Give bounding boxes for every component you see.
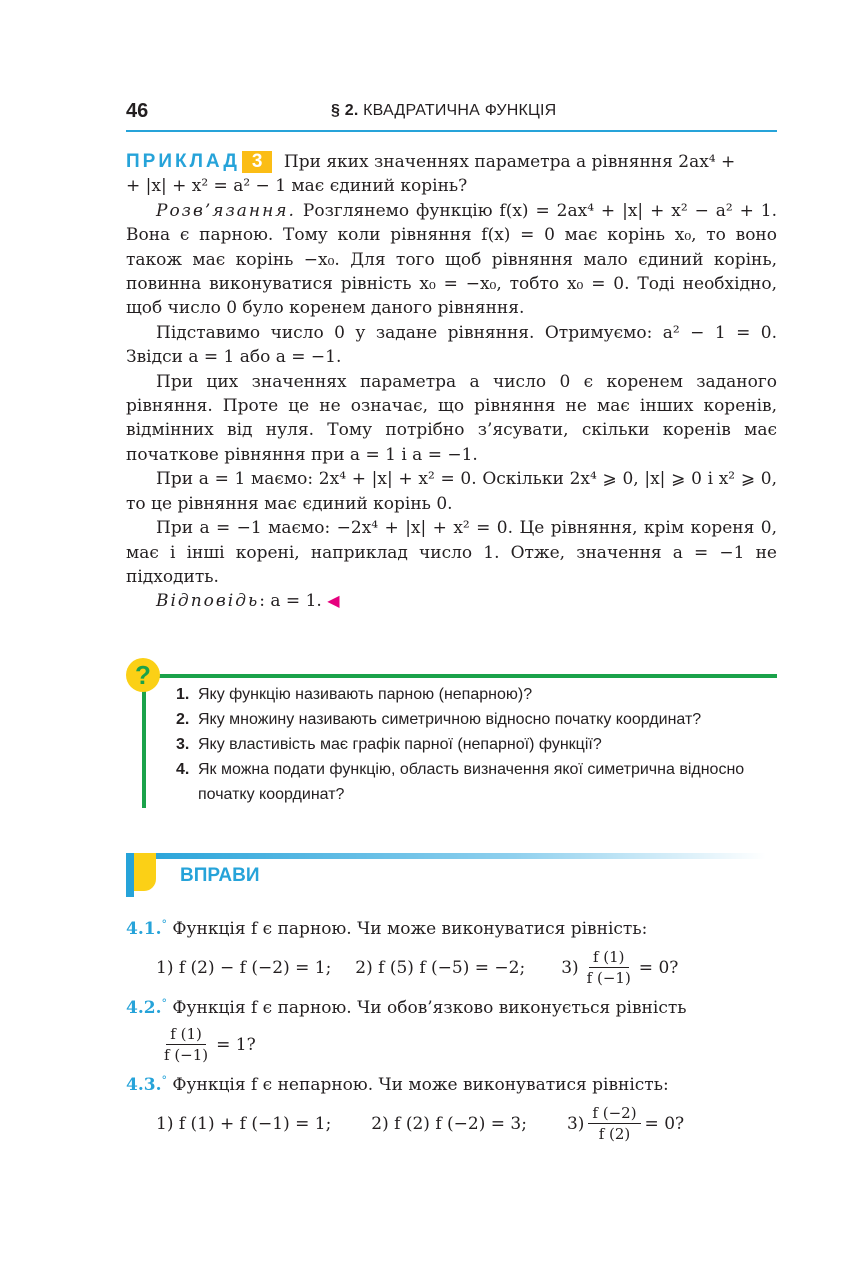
exercise-4-2-fraction-line xyxy=(126,1024,777,1065)
exercise-text: Функція f є парною. Чи може виконуватися рівність: xyxy=(172,919,648,939)
page-number: 46 xyxy=(126,100,149,122)
difficulty-degree-icon: ° xyxy=(161,918,167,931)
solution-paragraph-2: Підставимо число 0 у задане рівняння. Отримуємо: a² − 1 = 0. Звідси a = 1 або a = −1. xyxy=(126,322,777,368)
example-statement xyxy=(126,150,777,174)
difficulty-degree-icon: ° xyxy=(161,997,167,1010)
question-item xyxy=(176,682,776,707)
question-number: 2. xyxy=(176,711,190,728)
fraction-denominator: f (−1) xyxy=(164,1046,209,1064)
answer-label: Відповідь xyxy=(156,591,260,612)
exercise-number: 4.2. xyxy=(126,998,162,1018)
solution-paragraph-1 xyxy=(126,199,777,321)
option-3-prefix: 3) xyxy=(566,1113,585,1134)
fraction-numerator: f (1) xyxy=(166,1024,206,1045)
difficulty-degree-icon: ° xyxy=(161,1074,167,1087)
option-3-fraction xyxy=(583,947,635,988)
fraction-denominator: f (2) xyxy=(598,1125,631,1143)
question-number: 1. xyxy=(176,686,190,703)
question-text: Яку функцію називають парною (непарною)? xyxy=(198,686,533,703)
section-name: КВАДРАТИЧНА ФУНКЦІЯ xyxy=(363,102,557,119)
solution-text-1: Розглянемо функцію f(x) = 2ax⁴ + |x| + x² − a² + 1. Вона є парною. Тому коли рівняння f(x) = 0 має корінь x₀, то воно також має корінь −x₀. Для того щоб рівняння мало єдиний корінь, повинна виконуватися рівність x₀ = −x₀, тобто x₀ = 0. Тоді необхідно, щоб число 0 було коренем даного рівняння. xyxy=(126,200,778,319)
example-block xyxy=(126,150,777,614)
exercises-title: ВПРАВИ xyxy=(180,865,260,886)
section-title xyxy=(331,102,556,120)
solution-paragraph-5: При a = −1 маємо: −2x⁴ + |x| + x² = 0. Це рівняння, крім кореня 0, має і інші корені, наприклад число 1. Отже, значення a = −1 не підходить. xyxy=(126,518,777,587)
banner-gradient-rule xyxy=(134,853,766,859)
section-mark: § 2. xyxy=(331,102,359,119)
fraction-numerator: f (−2) xyxy=(588,1103,640,1124)
exercise-4-1-options xyxy=(126,947,777,988)
question-text: Яку множину називають симетричною відносно початку координат? xyxy=(198,711,702,728)
exercises-list xyxy=(126,913,777,1148)
question-item xyxy=(176,757,776,807)
banner-blue-tab xyxy=(126,853,134,897)
answer-value: : a = 1. xyxy=(259,591,322,612)
example-statement-line-1: При яких значеннях параметра a рівняння 2ax⁴ + xyxy=(283,152,736,172)
fraction-numerator: f (1) xyxy=(589,947,629,968)
option-3-suffix: = 0? xyxy=(638,957,679,978)
exercises-banner xyxy=(126,853,766,897)
fraction-suffix: = 1? xyxy=(216,1034,256,1055)
question-item xyxy=(176,707,776,732)
question-text: Яку властивість має графік парної (непарної) функції? xyxy=(198,736,602,753)
question-number: 4. xyxy=(176,761,190,778)
exercise-number: 4.3. xyxy=(126,1075,162,1095)
example-number-badge: 3 xyxy=(242,151,273,173)
exercise-4-3 xyxy=(126,1069,777,1097)
questions-list xyxy=(176,682,776,807)
question-number: 3. xyxy=(176,736,190,753)
example-statement-line-2: + |x| + x² = a² − 1 має єдиний корінь? xyxy=(126,176,468,197)
exercise-fraction xyxy=(160,1024,212,1065)
exercise-text: Функція f є непарною. Чи може виконуватися рівність: xyxy=(172,1075,669,1095)
question-item xyxy=(176,732,776,757)
option-3-prefix: 3) xyxy=(561,957,579,978)
question-mark-icon: ? xyxy=(126,658,160,692)
exercise-text: Функція f є парною. Чи обов’язково виконується рівність xyxy=(172,998,687,1018)
exercise-number: 4.1. xyxy=(126,919,162,939)
review-questions xyxy=(126,658,777,808)
option-2: 2) f (2) f (−2) = 3; xyxy=(371,1113,527,1134)
fraction-denominator: f (−1) xyxy=(586,969,631,987)
example-label: ПРИКЛАД xyxy=(126,151,240,172)
questions-top-rule xyxy=(142,674,777,678)
solution-paragraph-3: При цих значеннях параметра a число 0 є коренем заданого рівняння. Проте це не означає, що рівняння не має інших коренів, відмінних від нуля. Тому потрібно з’ясувати, скільки коренів має початкове рівняння при a = 1 і a = −1. xyxy=(126,371,777,465)
option-2: 2) f (5) f (−5) = −2; xyxy=(355,957,526,978)
option-1: 1) f (1) + f (−1) = 1; xyxy=(156,1113,332,1134)
exercise-4-3-options xyxy=(126,1103,777,1144)
option-1: 1) f (2) − f (−2) = 1; xyxy=(156,957,332,978)
solution-paragraph-4: При a = 1 маємо: 2x⁴ + |x| + x² = 0. Оскільки 2x⁴ ⩾ 0, |x| ⩾ 0 і x² ⩾ 0, то це рівняння має єдиний корінь 0. xyxy=(126,469,777,514)
page-header xyxy=(126,100,777,132)
question-text: Як можна подати функцію, область визначення якої симетрична відносно початку координат? xyxy=(198,761,745,803)
answer-line xyxy=(126,589,777,613)
end-triangle-icon: ◀ xyxy=(327,591,340,611)
option-3-suffix: = 0? xyxy=(644,1113,685,1134)
option-3-fraction xyxy=(588,1103,640,1144)
exercise-4-1 xyxy=(126,913,777,941)
solution-label: Розв’язання. xyxy=(156,200,296,221)
banner-yellow-tab xyxy=(134,853,156,891)
exercise-4-2 xyxy=(126,992,777,1020)
questions-left-rule xyxy=(142,676,146,808)
